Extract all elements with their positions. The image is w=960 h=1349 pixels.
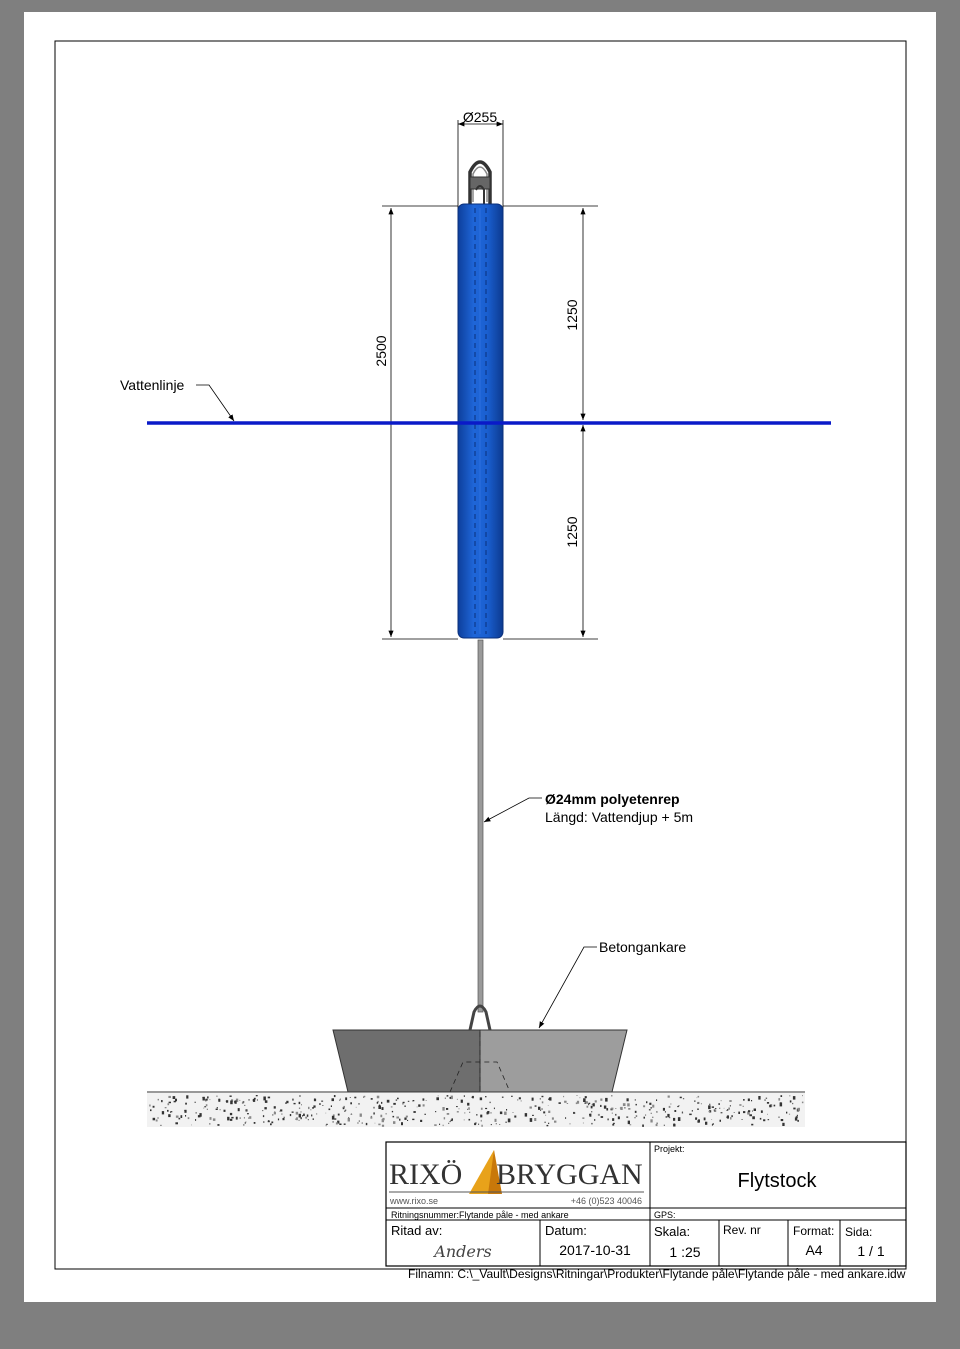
rope-length: Längd: Vattendjup + 5m <box>545 809 694 825</box>
concrete-anchor <box>333 1006 627 1092</box>
format-value: A4 <box>805 1242 823 1258</box>
filename: Filnamn: C:\_Vault\Designs\Ritningar\Produkter\Flytande påle\Flytande påle - med ankare.idw <box>408 1267 906 1281</box>
website-text: www.rixo.se <box>390 1196 439 1206</box>
lifting-eye <box>470 162 490 204</box>
rope-title: Ø24mm polyetenrep <box>545 791 680 807</box>
rope <box>478 640 483 1012</box>
float-pole <box>458 204 503 638</box>
rev-label: Rev. nr <box>723 1223 761 1237</box>
drawn-by-signature: Anders <box>434 1242 492 1261</box>
phone-text: +46 (0)523 40046 <box>570 1196 642 1206</box>
drawing-sheet <box>24 12 936 1302</box>
scale-label: Skala: <box>654 1224 691 1239</box>
below-water-label: 1250 <box>564 516 580 548</box>
project-label: Projekt: <box>654 1144 685 1154</box>
drawing-number: Ritningsnummer:Flytande påle - med ankare <box>391 1210 569 1220</box>
diameter-label: Ø255 <box>462 109 498 125</box>
drawn-by-label: Ritad av: <box>391 1223 443 1238</box>
project-name: Flytstock <box>737 1170 817 1192</box>
company-logo <box>389 1150 644 1206</box>
above-water-label: 1250 <box>564 299 580 331</box>
total-height-label: 2500 <box>373 335 389 367</box>
anchor-callout <box>539 939 686 1028</box>
page-label: Sida: <box>845 1225 873 1239</box>
date-value: 2017-10-31 <box>559 1242 631 1258</box>
rope-callout <box>484 791 693 825</box>
scale-value: 1 :25 <box>669 1244 701 1260</box>
format-label: Format: <box>793 1224 835 1238</box>
gps-label: GPS: <box>654 1210 676 1220</box>
technical-drawing <box>24 12 936 1302</box>
anchor-label: Betongankare <box>599 939 687 955</box>
logo-right-text: BRYGGAN <box>496 1158 643 1191</box>
ground-section <box>147 1092 805 1127</box>
page-value: 1 / 1 <box>857 1243 885 1259</box>
date-label: Datum: <box>545 1223 587 1238</box>
logo-left-text: RIXÖ <box>389 1158 463 1191</box>
waterline-label: Vattenlinje <box>120 377 185 393</box>
